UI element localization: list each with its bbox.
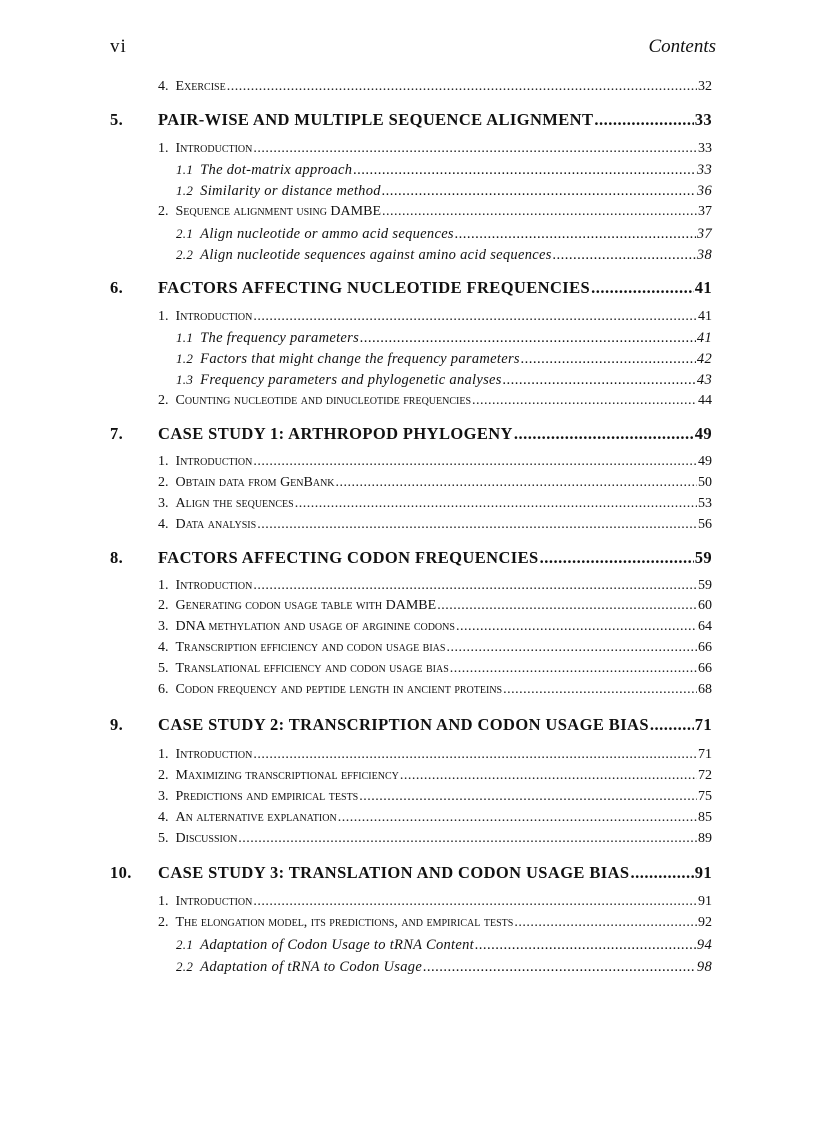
toc-subsection[interactable] (176, 959, 712, 976)
toc-page-number: 41 (694, 278, 712, 297)
toc-subsection[interactable] (176, 372, 712, 389)
toc-section[interactable] (158, 831, 712, 847)
toc-entry-number: 5. (158, 661, 169, 676)
toc-entry-title: FACTORS AFFECTING CODON FREQUENCIES (158, 548, 539, 567)
toc-section[interactable] (158, 915, 712, 931)
toc-entry-title: The dot-matrix approach (200, 162, 353, 178)
toc-entry-number: 2. (158, 598, 169, 613)
toc-entry-number: 1.1 (176, 162, 194, 177)
dot-leader (456, 619, 697, 635)
toc-page-number: 66 (698, 640, 712, 655)
toc-entry-number: 3. (158, 619, 169, 634)
toc-page-number: 37 (696, 226, 712, 242)
dot-leader (257, 517, 697, 533)
dot-leader (238, 831, 697, 847)
toc-entry-title: Introduction (175, 578, 253, 593)
toc-entry-number: 9. (110, 715, 124, 734)
dot-leader (336, 475, 697, 491)
toc-page-number: 33 (696, 162, 712, 178)
toc-entry-number: 1. (158, 747, 169, 762)
toc-page-number: 41 (696, 330, 712, 346)
toc-entry-number: 10. (110, 863, 132, 882)
toc-page-number: 71 (694, 715, 712, 734)
dot-leader (338, 810, 697, 826)
toc-entry-title: Generating codon usage table with DAMBE (175, 598, 437, 613)
dot-leader (514, 915, 697, 931)
toc-section[interactable] (158, 309, 712, 325)
toc-section[interactable] (158, 79, 712, 95)
dot-leader (253, 894, 697, 910)
toc-chapter[interactable] (110, 715, 712, 735)
toc-entry-number: 2.2 (176, 247, 194, 262)
toc-entry-title: Sequence alignment using DAMBE (175, 204, 381, 219)
toc-entry-title: DNA methylation and usage of arginine codons (175, 619, 455, 634)
toc-page-number: 98 (696, 959, 712, 975)
toc-entry-number: 2.1 (176, 226, 194, 241)
toc-entry-title: Translational efficiency and codon usage bias (175, 661, 449, 676)
dot-leader (253, 309, 697, 325)
toc-section[interactable] (158, 141, 712, 157)
dot-leader (353, 162, 696, 179)
toc-chapter[interactable] (110, 278, 712, 298)
toc-page-number: 75 (698, 789, 712, 804)
toc-page-number: 56 (698, 517, 712, 532)
toc-entry-number: 1. (158, 141, 169, 156)
toc-entry-number: 5. (110, 110, 124, 129)
toc-entry-title: Obtain data from GenBank (175, 475, 335, 490)
toc-entry-number: 2. (158, 204, 169, 219)
toc-page-number: 53 (698, 496, 712, 511)
toc-entry-title: Align nucleotide sequences against amino acid sequences (200, 247, 552, 263)
toc-entry-title: Factors that might change the frequency parameters (200, 351, 520, 367)
toc-entry-number: 5. (158, 831, 169, 846)
dot-leader (400, 768, 697, 784)
toc-section[interactable] (158, 496, 712, 512)
dot-leader (630, 863, 693, 883)
toc-entry-number: 6. (110, 278, 124, 297)
toc-section[interactable] (158, 578, 712, 594)
toc-entry-number: 1. (158, 309, 169, 324)
toc-page-number: 89 (698, 831, 712, 846)
toc-page-number: 94 (696, 937, 712, 953)
toc-entry-number: 7. (110, 424, 124, 443)
toc-page-number: 59 (698, 578, 712, 593)
toc-section[interactable] (158, 682, 712, 698)
toc-page-number: 72 (698, 768, 712, 783)
toc-page-number: 50 (698, 475, 712, 490)
dot-leader (382, 204, 697, 220)
toc-entry-title: Similarity or distance method (200, 183, 381, 199)
toc-entry-number: 1. (158, 894, 169, 909)
toc-entry-title: Adaptation of tRNA to Codon Usage (200, 959, 423, 975)
toc-section[interactable] (158, 454, 712, 470)
toc-page-number: 66 (698, 661, 712, 676)
dot-leader (359, 789, 697, 805)
toc-section[interactable] (158, 517, 712, 533)
toc-chapter[interactable] (110, 424, 712, 444)
toc-entry-number: 4. (158, 640, 169, 655)
toc-subsection[interactable] (176, 937, 712, 954)
toc-entry-number: 2. (158, 915, 169, 930)
toc-entry-number: 1.3 (176, 372, 194, 387)
toc-page-number: 64 (698, 619, 712, 634)
toc-entry-title: Introduction (175, 141, 253, 156)
toc-page-number: 49 (698, 454, 712, 469)
toc-section[interactable] (158, 598, 712, 614)
toc-chapter[interactable] (110, 863, 712, 883)
toc-section[interactable] (158, 393, 712, 409)
toc-subsection[interactable] (176, 247, 712, 264)
toc-section[interactable] (158, 661, 712, 677)
toc-entry-title: Exercise (175, 79, 226, 94)
dot-leader (382, 183, 696, 200)
toc-subsection[interactable] (176, 351, 712, 368)
toc-entry-number: 8. (110, 548, 124, 567)
toc-entry-title: The elongation model, its predictions, and empirical tests (175, 915, 514, 930)
toc-section[interactable] (158, 640, 712, 656)
toc-section[interactable] (158, 810, 712, 826)
toc-subsection[interactable] (176, 183, 712, 200)
toc-page-number: 44 (698, 393, 712, 408)
dot-leader (423, 959, 696, 976)
toc-section[interactable] (158, 475, 712, 491)
toc-entry-title: Data analysis (175, 517, 257, 532)
toc-entry-number: 1.2 (176, 351, 194, 366)
toc-subsection[interactable] (176, 226, 712, 243)
dot-leader (360, 330, 696, 347)
dot-leader (450, 661, 697, 677)
dot-leader (553, 247, 696, 264)
toc-page-number: 36 (696, 183, 712, 199)
toc-page-number: 49 (694, 424, 712, 443)
dot-leader (503, 682, 697, 698)
toc-page-number: 60 (698, 598, 712, 613)
toc-entry-title: Predictions and empirical tests (175, 789, 359, 804)
dot-leader (437, 598, 697, 614)
toc-page-number: 33 (694, 110, 712, 129)
toc-entry-title: Frequency parameters and phylogenetic analyses (200, 372, 502, 388)
toc-entry-number: 2. (158, 393, 169, 408)
toc-chapter[interactable] (110, 548, 712, 568)
running-title: Contents (648, 36, 716, 57)
toc-page-number: 91 (694, 863, 712, 882)
dot-leader (227, 79, 697, 95)
toc-entry-number: 2. (158, 475, 169, 490)
toc-page-number: 41 (698, 309, 712, 324)
toc-entry-title: Introduction (175, 894, 253, 909)
toc-entry-title: CASE STUDY 1: ARTHROPOD PHYLOGENY (158, 424, 513, 443)
dot-leader (514, 424, 694, 444)
toc-entry-title: Introduction (175, 747, 253, 762)
toc-page-number: 68 (698, 682, 712, 697)
dot-leader (253, 578, 697, 594)
toc-page-number: 71 (698, 747, 712, 762)
toc-entry-title: Align nucleotide or ammo acid sequences (200, 226, 454, 242)
toc-entry-title: Align the sequences (175, 496, 294, 511)
toc-page-number: 59 (694, 548, 712, 567)
toc-entry-title: Counting nucleotide and dinucleotide frequencies (175, 393, 472, 408)
toc-section[interactable] (158, 894, 712, 910)
toc-page-number: 42 (696, 351, 712, 367)
toc-entry-title: Discussion (175, 831, 238, 846)
toc-entry-number: 1.1 (176, 330, 194, 345)
toc-entry-title: Maximizing transcriptional efficiency (175, 768, 399, 783)
toc-page-number: 92 (698, 915, 712, 930)
toc-entry-number: 3. (158, 789, 169, 804)
page-number: vi (110, 36, 127, 57)
toc-entry-number: 2.2 (176, 959, 194, 974)
toc-entry-number: 1. (158, 578, 169, 593)
toc-page-number: 38 (696, 247, 712, 263)
toc-page-number: 33 (698, 141, 712, 156)
toc-entry-number: 4. (158, 810, 169, 825)
dot-leader (521, 351, 696, 368)
dot-leader (253, 141, 697, 157)
dot-leader (253, 747, 697, 763)
toc-entry-number: 4. (158, 79, 169, 94)
toc-entry-number: 4. (158, 517, 169, 532)
dot-leader (455, 226, 696, 243)
toc-page-number: 32 (698, 79, 712, 94)
toc-entry-title: Introduction (175, 309, 253, 324)
toc-entry-number: 2.1 (176, 937, 194, 952)
toc-section[interactable] (158, 747, 712, 763)
toc-entry-title: The frequency parameters (200, 330, 360, 346)
toc-entry-number: 6. (158, 682, 169, 697)
toc-section[interactable] (158, 204, 712, 220)
toc-entry-title: Introduction (175, 454, 253, 469)
dot-leader (591, 278, 694, 298)
toc-section[interactable] (158, 619, 712, 635)
dot-leader (650, 715, 694, 735)
toc-entry-title: CASE STUDY 2: TRANSCRIPTION AND CODON USAGE BIAS (158, 715, 649, 734)
dot-leader (540, 548, 694, 568)
dot-leader (446, 640, 697, 656)
dot-leader (253, 454, 697, 470)
toc-entry-number: 3. (158, 496, 169, 511)
toc-entry-title: CASE STUDY 3: TRANSLATION AND CODON USAGE BIAS (158, 863, 630, 882)
toc-page-number: 85 (698, 810, 712, 825)
dot-leader (594, 110, 693, 130)
toc-entry-title: FACTORS AFFECTING NUCLEOTIDE FREQUENCIES (158, 278, 591, 297)
toc-subsection[interactable] (176, 330, 712, 347)
dot-leader (472, 393, 697, 409)
dot-leader (295, 496, 697, 512)
toc-entry-title: Codon frequency and peptide length in ancient proteins (175, 682, 503, 697)
toc-chapter[interactable] (110, 110, 712, 130)
toc-entry-number: 1. (158, 454, 169, 469)
toc-entry-title: Transcription efficiency and codon usage bias (175, 640, 446, 655)
toc-subsection[interactable] (176, 162, 712, 179)
toc-entry-title: Adaptation of Codon Usage to tRNA Content (200, 937, 474, 953)
toc-page-number: 37 (698, 204, 712, 219)
toc-section[interactable] (158, 768, 712, 784)
dot-leader (503, 372, 696, 389)
toc-entry-title: PAIR-WISE AND MULTIPLE SEQUENCE ALIGNMENT (158, 110, 594, 129)
toc-entry-number: 2. (158, 768, 169, 783)
toc-entry-number: 1.2 (176, 183, 194, 198)
toc-page-number: 91 (698, 894, 712, 909)
toc-page-number: 43 (696, 372, 712, 388)
toc-entry-title: An alternative explanation (175, 810, 337, 825)
dot-leader (475, 937, 696, 954)
toc-section[interactable] (158, 789, 712, 805)
